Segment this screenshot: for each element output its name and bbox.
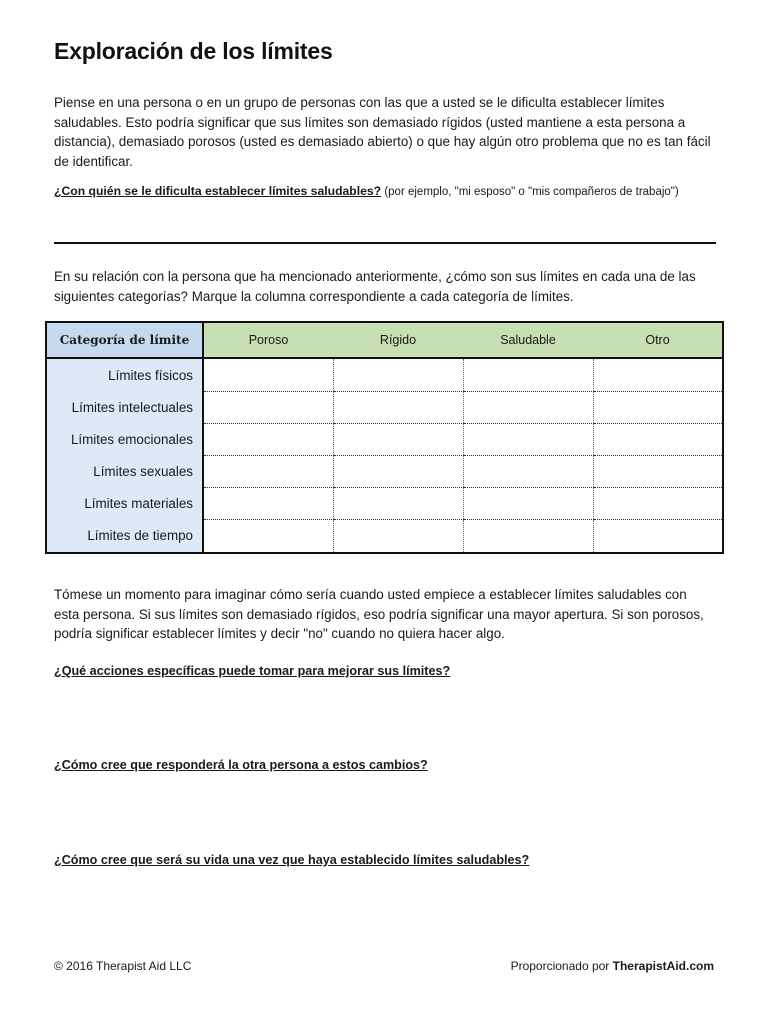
page-title: Exploración de los límites <box>54 38 333 64</box>
table-row <box>46 358 723 391</box>
row-label: Límites emocionales <box>46 423 203 455</box>
intro-paragraph: Piense en una persona o en un grupo de personas con las que a usted se le dificulta establecer límites saludables. Esto podría significar que sus límites son demasiado rígidos (usted mantiene a esta persona a distancia), demasiado porosos (usted es demasiado abierto) o que hay algún otro problema que no es tan fácil de identificar. <box>54 95 711 169</box>
check-cell[interactable] <box>203 358 333 391</box>
category-header: Categoría de límite <box>46 322 203 358</box>
question-future-life: ¿Cómo cree que será su vida una vez que haya establecido límites saludables? <box>54 853 530 867</box>
check-cell[interactable] <box>463 455 593 487</box>
option-header-otro: Otro <box>593 322 723 358</box>
table-row <box>46 391 723 423</box>
check-cell[interactable] <box>203 455 333 487</box>
row-label: Límites materiales <box>46 488 203 520</box>
row-label: Límites de tiempo <box>46 520 203 553</box>
check-cell[interactable] <box>333 455 463 487</box>
table-header-row <box>46 322 723 358</box>
check-cell[interactable] <box>333 358 463 391</box>
check-cell[interactable] <box>463 423 593 455</box>
check-cell[interactable] <box>203 520 333 553</box>
check-cell[interactable] <box>333 391 463 423</box>
table-row <box>46 455 723 487</box>
who-question-example: (por ejemplo, "mi esposo" o "mis compañeros de trabajo") <box>381 186 679 198</box>
row-label: Límites físicos <box>46 358 203 391</box>
check-cell[interactable] <box>463 358 593 391</box>
check-cell[interactable] <box>463 391 593 423</box>
footer-provided-by <box>511 959 714 973</box>
check-cell[interactable] <box>593 423 723 455</box>
question-actions: ¿Qué acciones específicas puede tomar para mejorar sus límites? <box>54 664 451 678</box>
check-cell[interactable] <box>593 488 723 520</box>
table-row <box>46 520 723 553</box>
check-cell[interactable] <box>203 488 333 520</box>
table-row <box>46 488 723 520</box>
provided-by-text: Proporcionado por <box>510 959 613 973</box>
row-label: Límites intelectuales <box>46 391 203 423</box>
option-header-rigido: Rígido <box>333 322 463 358</box>
who-answer-line[interactable] <box>54 242 716 244</box>
check-cell[interactable] <box>593 520 723 553</box>
who-question <box>54 184 679 198</box>
check-cell[interactable] <box>333 488 463 520</box>
check-cell[interactable] <box>203 391 333 423</box>
relation-paragraph: En su relación con la persona que ha mencionado anteriormente, ¿cómo son sus límites en cada una de las siguientes categorías? Marque la columna correspondiente a cada categoría de límites. <box>54 269 696 304</box>
check-cell[interactable] <box>333 520 463 553</box>
option-header-saludable: Saludable <box>463 322 593 358</box>
option-header-poroso: Poroso <box>203 322 333 358</box>
footer-copyright: © 2016 Therapist Aid LLC <box>54 959 192 973</box>
imagine-paragraph: Tómese un momento para imaginar cómo sería cuando usted empiece a establecer límites saludables con esta persona. Si sus límites son demasiado rígidos, eso podría significar una mayor apertura. Si son porosos, podría significar establecer límites y decir "no" cuando no quiera hacer algo. <box>54 587 704 641</box>
brand-link[interactable]: TherapistAid.com <box>612 959 714 973</box>
question-other-response: ¿Cómo cree que responderá la otra persona a estos cambios? <box>54 758 428 772</box>
check-cell[interactable] <box>593 358 723 391</box>
table-row <box>46 423 723 455</box>
check-cell[interactable] <box>463 520 593 553</box>
who-question-text: ¿Con quién se le dificulta establecer límites saludables? <box>54 184 382 198</box>
check-cell[interactable] <box>593 391 723 423</box>
check-cell[interactable] <box>333 423 463 455</box>
row-label: Límites sexuales <box>46 455 203 487</box>
check-cell[interactable] <box>463 488 593 520</box>
check-cell[interactable] <box>593 455 723 487</box>
boundaries-table <box>45 321 724 554</box>
check-cell[interactable] <box>203 423 333 455</box>
